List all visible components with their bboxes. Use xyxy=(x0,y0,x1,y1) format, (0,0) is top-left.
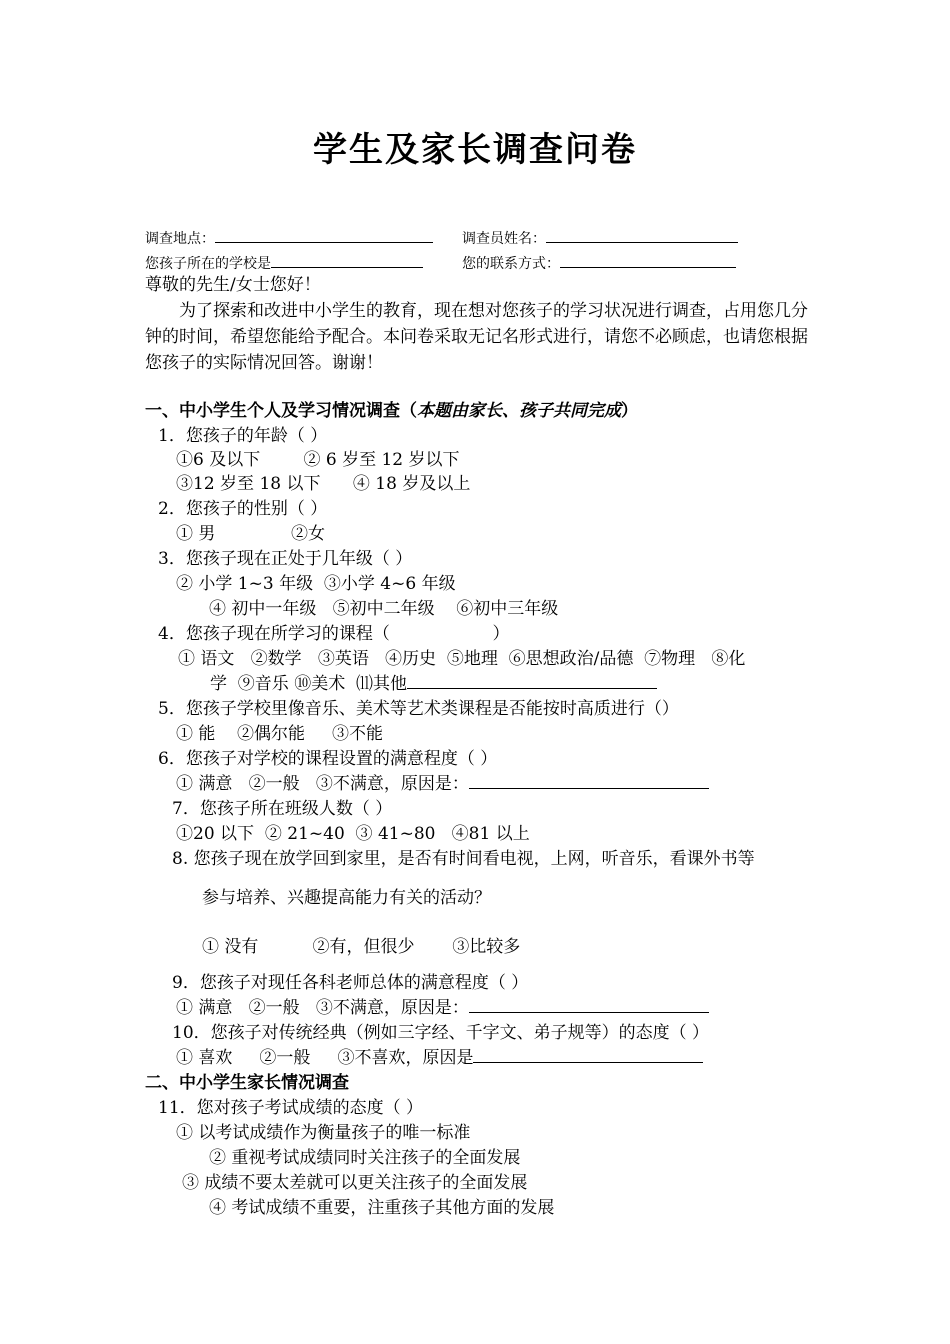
question-1: 1．您孩子的年龄（ ） xyxy=(158,426,328,446)
q6-options[interactable]: ① 满意 ②一般 ③不满意，原因是： xyxy=(176,774,709,794)
q5-options[interactable]: ① 能 ②偶尔能 ③不能 xyxy=(176,724,384,744)
q9-options[interactable]: ① 满意 ②一般 ③不满意，原因是： xyxy=(176,998,709,1018)
question-8: 8. 您孩子现在放学回到家里，是否有时间看电视，上网，听音乐，看课外书等 xyxy=(172,849,755,869)
surveyor-blank[interactable] xyxy=(546,228,738,243)
q9-reason-blank[interactable] xyxy=(469,998,709,1013)
q7-options[interactable]: ①20 以下 ② 21~40 ③ 41~80 ④81 以上 xyxy=(176,824,530,844)
q10-reason-blank[interactable] xyxy=(473,1048,703,1063)
section2-heading: 二、中小学生家长情况调查 xyxy=(145,1073,349,1093)
q10-options[interactable]: ① 喜欢 ②一般 ③不喜欢，原因是 xyxy=(176,1048,703,1068)
section1-note: 本题由家长、孩子共同完成 xyxy=(417,401,621,421)
surveyor-field xyxy=(462,228,738,249)
q11-option-4[interactable]: ④ 考试成绩不重要，注重孩子其他方面的发展 xyxy=(209,1198,555,1218)
q4-options-row1[interactable]: ① 语文 ②数学 ③英语 ④历史 ⑤地理 ⑥思想政治/品德 ⑦物理 ⑧化 xyxy=(178,649,746,669)
section1-heading: 一、中小学生个人及学习情况调查（本题由家长、孩子共同完成） xyxy=(145,401,638,421)
question-5: 5．您孩子学校里像音乐、美术等艺术类课程是否能按时高质进行（） xyxy=(158,699,679,719)
question-3: 3．您孩子现在正处于几年级（ ） xyxy=(158,549,413,569)
q8-options[interactable]: ① 没有 ②有，但很少 ③比较多 xyxy=(202,937,521,957)
q4-other-blank[interactable] xyxy=(407,674,657,689)
q11-option-3[interactable]: ③ 成绩不要太差就可以更关注孩子的全面发展 xyxy=(182,1173,528,1193)
question-10: 10．您孩子对传统经典（例如三字经、千字文、弟子规等）的态度（ ） xyxy=(172,1023,710,1043)
intro-paragraph: 为了探索和改进中小学生的教育，现在想对您孩子的学习状况进行调查，占用您几分钟的时间，希望您能给予配合。本问卷采取无记名形式进行，请您不必顾虑，也请您根据您孩子的实际情况回答。谢谢！ xyxy=(145,301,808,373)
q11-option-1[interactable]: ① 以考试成绩作为衡量孩子的唯一标准 xyxy=(176,1123,471,1143)
q2-options[interactable]: ① 男 ②女 xyxy=(176,524,326,544)
q4-options-row2[interactable]: 学 ⑨音乐 ⑩美术 ⑾其他 xyxy=(210,674,657,694)
contact-field xyxy=(462,253,736,274)
location-label: 调查地点： xyxy=(145,231,215,247)
question-11: 11．您对孩子考试成绩的态度（ ） xyxy=(158,1098,424,1118)
question-8-continued: 参与培养、兴趣提高能力有关的活动？ xyxy=(202,888,491,908)
question-7: 7．您孩子所在班级人数（ ） xyxy=(172,799,393,819)
surveyor-label: 调查员姓名： xyxy=(462,231,546,247)
question-2: 2．您孩子的性别（ ） xyxy=(158,499,328,519)
q3-options-row1[interactable]: ② 小学 1~3 年级 ③小学 4~6 年级 xyxy=(176,574,456,594)
contact-blank[interactable] xyxy=(560,253,736,268)
location-blank[interactable] xyxy=(215,228,433,243)
school-blank[interactable] xyxy=(271,253,423,268)
question-4: 4．您孩子现在所学习的课程（ ） xyxy=(158,624,510,644)
school-label: 您孩子所在的学校是 xyxy=(145,256,271,272)
q6-reason-blank[interactable] xyxy=(469,774,709,789)
q1-options-row2[interactable]: ③12 岁至 18 以下 ④ 18 岁及以上 xyxy=(176,474,471,494)
location-field xyxy=(145,228,433,249)
greeting: 尊敬的先生/女士您好！ xyxy=(145,275,321,295)
question-9: 9．您孩子对现任各科老师总体的满意程度（ ） xyxy=(172,973,529,993)
contact-label: 您的联系方式： xyxy=(462,256,560,272)
q11-option-2[interactable]: ② 重视考试成绩同时关注孩子的全面发展 xyxy=(209,1148,521,1168)
page-title: 学生及家长调查问卷 xyxy=(313,130,637,170)
q1-options-row1[interactable]: ①6 及以下 ② 6 岁至 12 岁以下 xyxy=(176,450,460,470)
school-field xyxy=(145,253,423,274)
q3-options-row2[interactable]: ④ 初中一年级 ⑤初中二年级 ⑥初中三年级 xyxy=(209,599,559,619)
question-6: 6．您孩子对学校的课程设置的满意程度（ ） xyxy=(158,749,498,769)
